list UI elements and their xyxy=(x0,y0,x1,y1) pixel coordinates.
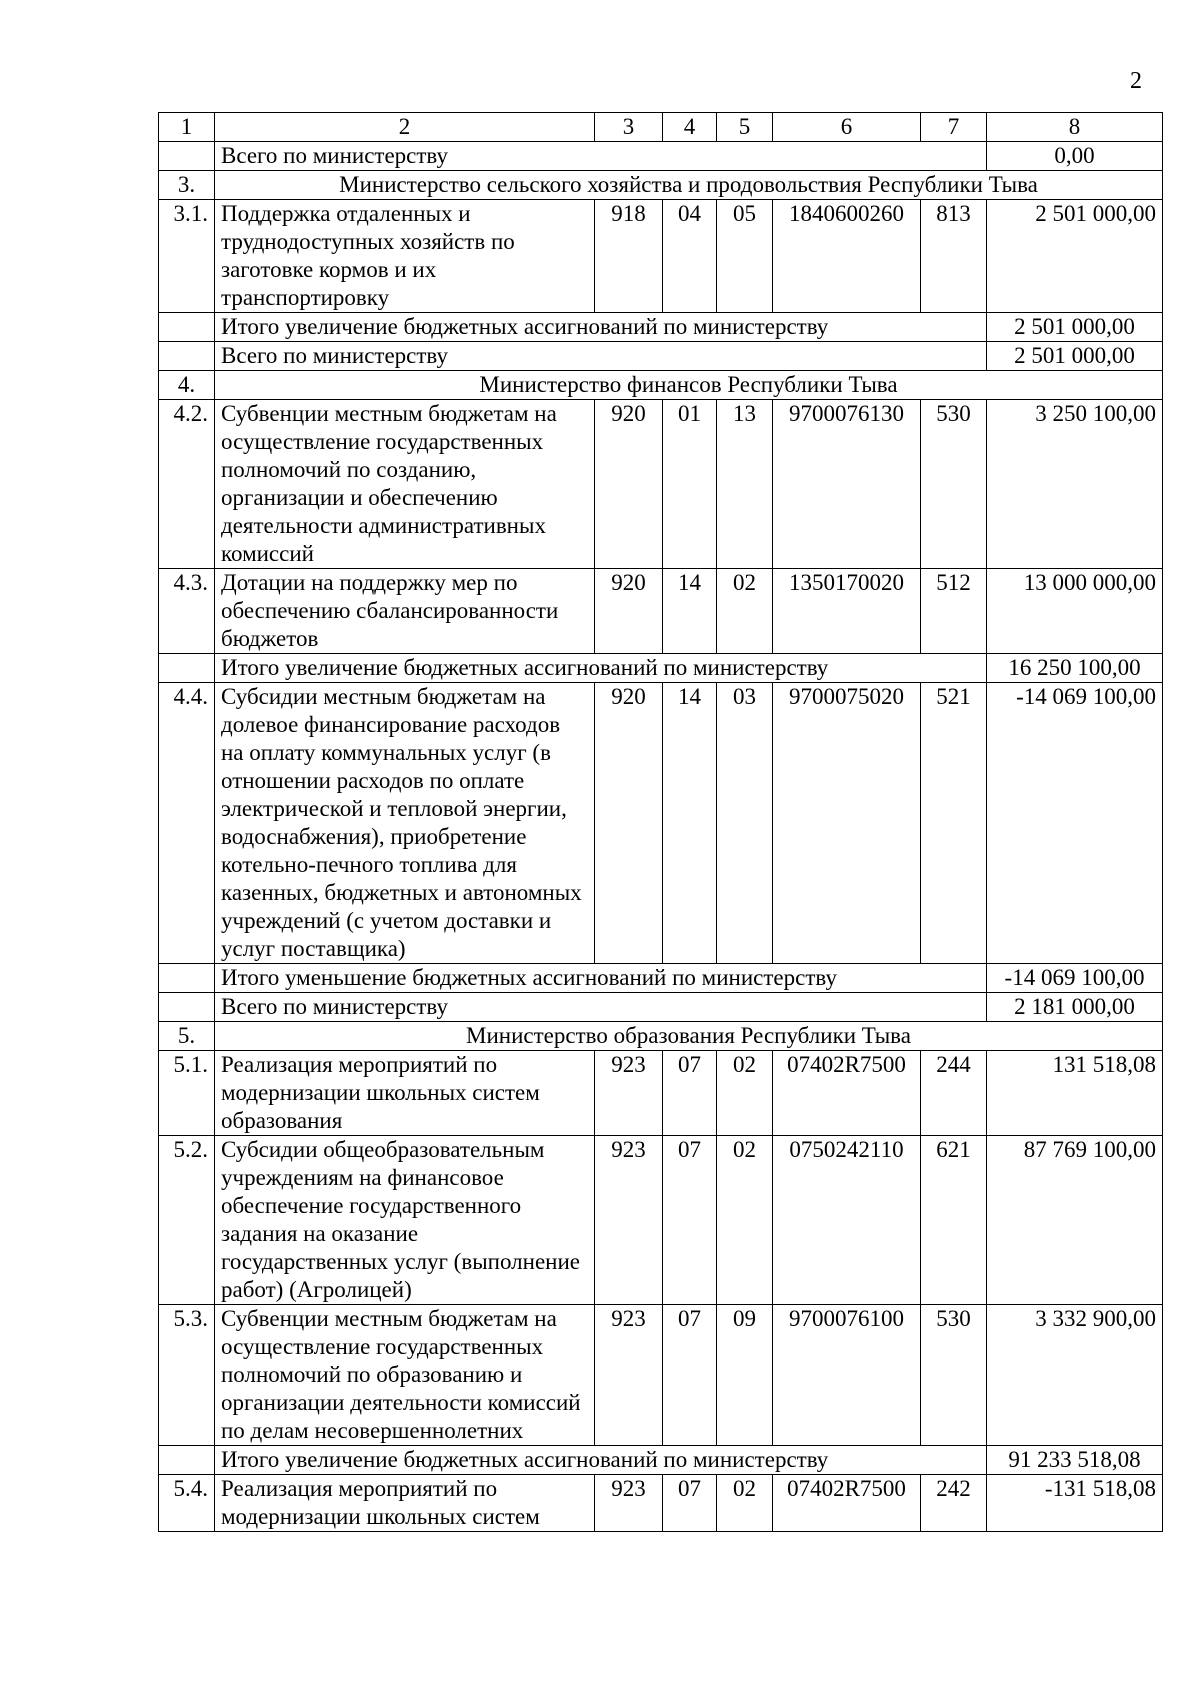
amount-cell: 91 233 518,08 xyxy=(987,1446,1163,1475)
item-number: 4.4. xyxy=(159,683,215,964)
header-cell: 1 xyxy=(159,113,215,142)
item-description: Дотации на поддержку мер по обеспечению сбалансированности бюджетов xyxy=(215,569,595,654)
code-cell: 07402R7500 xyxy=(773,1475,921,1532)
page-number: 2 xyxy=(1130,68,1142,94)
code-cell: 9700075020 xyxy=(773,683,921,964)
header-row xyxy=(159,113,1163,142)
code-cell: 09 xyxy=(717,1305,773,1446)
total-label: Итого увеличение бюджетных ассигнований по министерству xyxy=(215,1446,987,1475)
item-description: Субвенции местным бюджетам на осуществление государственных полномочий по созданию, организации и обеспечению деятельности административных комиссий xyxy=(215,400,595,569)
item-row xyxy=(159,1136,1163,1305)
code-cell: 1840600260 xyxy=(773,200,921,313)
item-row xyxy=(159,683,1163,964)
amount-cell: 131 518,08 xyxy=(987,1051,1163,1136)
section-number: 5. xyxy=(159,1022,215,1051)
total-label: Всего по министерству xyxy=(215,342,987,371)
section-row xyxy=(159,171,1163,200)
code-cell: 07 xyxy=(663,1305,717,1446)
header-cell: 6 xyxy=(773,113,921,142)
code-cell: 923 xyxy=(595,1051,663,1136)
item-description: Поддержка отдаленных и труднодоступных хозяйств по заготовке кормов и их транспортировку xyxy=(215,200,595,313)
code-cell: 920 xyxy=(595,683,663,964)
code-cell: 07 xyxy=(663,1136,717,1305)
row-number-cell xyxy=(159,964,215,993)
total-label: Итого увеличение бюджетных ассигнований по министерству xyxy=(215,654,987,683)
item-number: 3.1. xyxy=(159,200,215,313)
total-row xyxy=(159,654,1163,683)
code-cell: 530 xyxy=(921,400,987,569)
total-row xyxy=(159,342,1163,371)
code-cell: 14 xyxy=(663,569,717,654)
item-number: 5.4. xyxy=(159,1475,215,1532)
code-cell: 02 xyxy=(717,1475,773,1532)
item-row xyxy=(159,1051,1163,1136)
section-title: Министерство финансов Республики Тыва xyxy=(215,371,1163,400)
total-row xyxy=(159,142,1163,171)
code-cell: 02 xyxy=(717,569,773,654)
total-row xyxy=(159,964,1163,993)
code-cell: 521 xyxy=(921,683,987,964)
section-number: 4. xyxy=(159,371,215,400)
total-label: Итого уменьшение бюджетных ассигнований по министерству xyxy=(215,964,987,993)
section-row xyxy=(159,1022,1163,1051)
total-label: Всего по министерству xyxy=(215,993,987,1022)
amount-cell: 3 250 100,00 xyxy=(987,400,1163,569)
total-label: Итого увеличение бюджетных ассигнований по министерству xyxy=(215,313,987,342)
total-row xyxy=(159,1446,1163,1475)
amount-cell: 87 769 100,00 xyxy=(987,1136,1163,1305)
item-description: Субсидии общеобразовательным учреждениям на финансовое обеспечение государственного задания на оказание государственных услуг (выполнение работ) (Агролицей) xyxy=(215,1136,595,1305)
code-cell: 02 xyxy=(717,1136,773,1305)
code-cell: 05 xyxy=(717,200,773,313)
code-cell: 530 xyxy=(921,1305,987,1446)
amount-cell: -14 069 100,00 xyxy=(987,683,1163,964)
amount-cell: 2 501 000,00 xyxy=(987,200,1163,313)
amount-cell: 2 181 000,00 xyxy=(987,993,1163,1022)
section-title: Министерство сельского хозяйства и продовольствия Республики Тыва xyxy=(215,171,1163,200)
item-row xyxy=(159,1305,1163,1446)
budget-table xyxy=(158,112,1163,1532)
code-cell: 923 xyxy=(595,1475,663,1532)
amount-cell: 13 000 000,00 xyxy=(987,569,1163,654)
header-cell: 8 xyxy=(987,113,1163,142)
amount-cell: 2 501 000,00 xyxy=(987,313,1163,342)
code-cell: 9700076100 xyxy=(773,1305,921,1446)
amount-cell: -14 069 100,00 xyxy=(987,964,1163,993)
code-cell: 244 xyxy=(921,1051,987,1136)
item-number: 5.1. xyxy=(159,1051,215,1136)
header-cell: 4 xyxy=(663,113,717,142)
code-cell: 512 xyxy=(921,569,987,654)
code-cell: 813 xyxy=(921,200,987,313)
item-description: Реализация мероприятий по модернизации школьных систем образования xyxy=(215,1051,595,1136)
section-row xyxy=(159,371,1163,400)
section-number: 3. xyxy=(159,171,215,200)
total-label: Всего по министерству xyxy=(215,142,987,171)
code-cell: 920 xyxy=(595,569,663,654)
code-cell: 03 xyxy=(717,683,773,964)
header-cell: 3 xyxy=(595,113,663,142)
code-cell: 14 xyxy=(663,683,717,964)
item-row xyxy=(159,1475,1163,1532)
code-cell: 07 xyxy=(663,1051,717,1136)
code-cell: 0750242110 xyxy=(773,1136,921,1305)
code-cell: 923 xyxy=(595,1305,663,1446)
code-cell: 923 xyxy=(595,1136,663,1305)
row-number-cell xyxy=(159,993,215,1022)
section-title: Министерство образования Республики Тыва xyxy=(215,1022,1163,1051)
header-cell: 2 xyxy=(215,113,595,142)
header-cell: 5 xyxy=(717,113,773,142)
amount-cell: -131 518,08 xyxy=(987,1475,1163,1532)
code-cell: 13 xyxy=(717,400,773,569)
item-row xyxy=(159,569,1163,654)
row-number-cell xyxy=(159,1446,215,1475)
item-number: 4.3. xyxy=(159,569,215,654)
item-description: Субвенции местным бюджетам на осуществление государственных полномочий по образованию и организации деятельности комиссий по делам несовершеннолетних xyxy=(215,1305,595,1446)
code-cell: 02 xyxy=(717,1051,773,1136)
code-cell: 9700076130 xyxy=(773,400,921,569)
row-number-cell xyxy=(159,313,215,342)
row-number-cell xyxy=(159,342,215,371)
code-cell: 918 xyxy=(595,200,663,313)
header-cell: 7 xyxy=(921,113,987,142)
total-row xyxy=(159,313,1163,342)
code-cell: 920 xyxy=(595,400,663,569)
code-cell: 621 xyxy=(921,1136,987,1305)
amount-cell: 2 501 000,00 xyxy=(987,342,1163,371)
item-row xyxy=(159,400,1163,569)
row-number-cell xyxy=(159,142,215,171)
item-row xyxy=(159,200,1163,313)
row-number-cell xyxy=(159,654,215,683)
item-description: Субсидии местным бюджетам на долевое финансирование расходов на оплату коммунальных услуг (в отношении расходов по оплате электрической и тепловой энергии, водоснабжения), приобретение котельно-печного топлива для казенных, бюджетных и автономных учреждений (с учетом доставки и услуг поставщика) xyxy=(215,683,595,964)
item-number: 4.2. xyxy=(159,400,215,569)
amount-cell: 0,00 xyxy=(987,142,1163,171)
amount-cell: 3 332 900,00 xyxy=(987,1305,1163,1446)
code-cell: 242 xyxy=(921,1475,987,1532)
code-cell: 07 xyxy=(663,1475,717,1532)
item-number: 5.3. xyxy=(159,1305,215,1446)
code-cell: 07402R7500 xyxy=(773,1051,921,1136)
code-cell: 01 xyxy=(663,400,717,569)
code-cell: 04 xyxy=(663,200,717,313)
item-description: Реализация мероприятий по модернизации школьных систем xyxy=(215,1475,595,1532)
item-number: 5.2. xyxy=(159,1136,215,1305)
code-cell: 1350170020 xyxy=(773,569,921,654)
amount-cell: 16 250 100,00 xyxy=(987,654,1163,683)
total-row xyxy=(159,993,1163,1022)
